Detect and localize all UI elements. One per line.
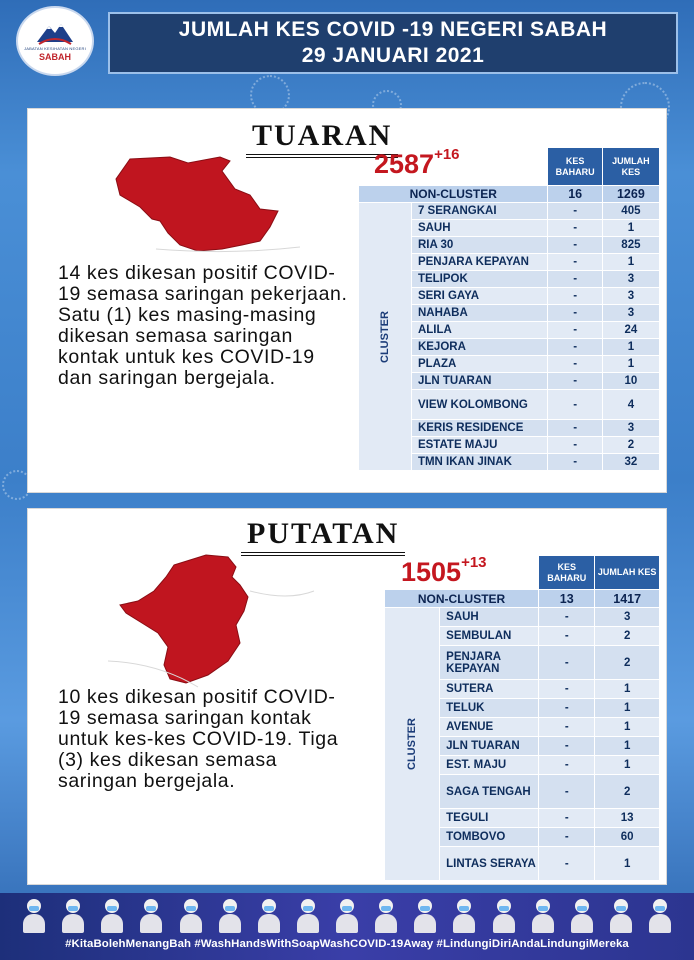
cluster-baharu: - [539,828,595,847]
district-title: PUTATAN [241,517,405,556]
cluster-name: ESTATE MAJU [411,437,548,454]
cluster-jumlah: 1 [602,254,659,271]
cluster-baharu: - [548,356,602,373]
person-icon [257,897,281,933]
cluster-baharu: - [539,699,595,718]
cluster-baharu: - [548,254,602,271]
cluster-name: TMN IKAN JINAK [411,454,548,471]
cluster-name: 7 SERANGKAI [411,203,548,220]
cluster-name: TELIPOK [411,271,548,288]
person-icon [179,897,203,933]
cluster-jumlah: 32 [602,454,659,471]
cluster-baharu: - [548,271,602,288]
cluster-jumlah: 4 [602,390,659,420]
cluster-jumlah: 1 [595,699,660,718]
cluster-label: CLUSTER [385,608,440,881]
cluster-baharu: - [548,203,602,220]
cluster-name: AVENUE [440,718,539,737]
table-row [359,203,660,220]
cluster-name: TOMBOVO [440,828,539,847]
cluster-jumlah: 3 [595,608,660,627]
cluster-table [358,147,660,471]
cluster-baharu: - [548,322,602,339]
cluster-name: TELUK [440,699,539,718]
cluster-baharu: - [548,390,602,420]
cluster-baharu: - [548,288,602,305]
cluster-name: SERI GAYA [411,288,548,305]
cluster-label: CLUSTER [359,203,412,471]
cluster-baharu: - [539,608,595,627]
tuaran-panel [27,108,667,493]
person-icon [61,897,85,933]
cluster-baharu: - [539,809,595,828]
cluster-baharu: - [548,373,602,390]
logo-name: SABAH [38,52,71,62]
cluster-name: SAUH [440,608,539,627]
person-icon [22,897,46,933]
cluster-name: EST. MAJU [440,756,539,775]
hashtags: #KitaBolehMenangBah #WashHandsWithSoapWashCOVID-19Away #LindungiDiriAndaLindungiMereka [65,938,629,950]
cluster-jumlah: 2 [595,627,660,646]
non-cluster-jumlah: 1417 [595,590,660,608]
cluster-jumlah: 825 [602,237,659,254]
person-icon [218,897,242,933]
cluster-jumlah: 13 [595,809,660,828]
cluster-name: SAGA TENGAH [440,775,539,809]
tuaran-map-icon [110,149,310,259]
cluster-name: PLAZA [411,356,548,373]
title-date: 29 JANUARI 2021 [301,44,485,67]
cluster-name: SAUH [411,220,548,237]
header-kes-baharu: KES BAHARU [539,556,595,590]
cluster-name: KERIS RESIDENCE [411,420,548,437]
cluster-jumlah: 24 [602,322,659,339]
cluster-jumlah: 1 [595,718,660,737]
cluster-baharu: - [539,680,595,699]
health-dept-logo [16,6,94,76]
person-icon [374,897,398,933]
cluster-baharu: - [548,220,602,237]
cluster-jumlah: 3 [602,288,659,305]
header-kes-baharu: KES BAHARU [548,148,602,186]
cluster-baharu: - [539,847,595,881]
non-cluster-jumlah: 1269 [602,186,659,203]
cluster-baharu: - [548,305,602,322]
person-icon [296,897,320,933]
cluster-baharu: - [548,420,602,437]
non-cluster-baharu: 13 [539,590,595,608]
case-description: 10 kes dikesan positif COVID-19 semasa saringan kontak untuk kes-kes COVID-19. Tiga (3) kes dikesan semasa saringan bergejala. [58,686,339,792]
total-cases-number: 2587 [374,149,435,179]
cluster-baharu: - [548,339,602,356]
cluster-jumlah: 60 [595,828,660,847]
person-icon [139,897,163,933]
header-jumlah-kes: JUMLAH KES [595,556,660,590]
person-icon [335,897,359,933]
person-icon [531,897,555,933]
district-title: TUARAN [246,119,398,158]
non-cluster-label: NON-CLUSTER [359,186,548,203]
logo-caption: JABATAN KESIHATAN NEGERI [24,46,86,51]
title-line1: JUMLAH KES COVID -19 NEGERI SABAH [178,18,608,41]
cluster-jumlah: 10 [602,373,659,390]
cluster-jumlah: 405 [602,203,659,220]
mountain-icon [35,20,75,46]
person-icon [100,897,124,933]
cluster-name: ALILA [411,322,548,339]
cluster-baharu: - [548,437,602,454]
cluster-jumlah: 3 [602,420,659,437]
person-icon [413,897,437,933]
cluster-name: NAHABA [411,305,548,322]
cluster-name: RIA 30 [411,237,548,254]
putatan-panel [27,508,667,885]
page-title [108,12,678,74]
frontliners-illustration [22,897,672,937]
putatan-map-icon [108,551,318,691]
cluster-jumlah: 1 [602,339,659,356]
new-cases-number: + 16 [434,146,459,163]
cluster-jumlah: 2 [595,775,660,809]
cluster-jumlah: 1 [595,680,660,699]
cluster-name: KEJORA [411,339,548,356]
cluster-name: PENJARA KEPAYAN [411,254,548,271]
non-cluster-label: NON-CLUSTER [385,590,539,608]
cluster-baharu: - [548,237,602,254]
case-description: 14 kes dikesan positif COVID-19 semasa saringan pekerjaan. Satu (1) kes masing-masing dikesan semasa saringan kontak untuk kes COVID-19 dan saringan bergejala. [58,262,348,389]
new-cases-number: + 13 [461,554,486,571]
cluster-jumlah: 1 [595,847,660,881]
cluster-jumlah: 1 [602,220,659,237]
person-icon [570,897,594,933]
cluster-name: SUTERA [440,680,539,699]
non-cluster-baharu: 16 [548,186,602,203]
header-jumlah-kes: JUMLAH KES [602,148,659,186]
person-icon [492,897,516,933]
person-icon [452,897,476,933]
cluster-baharu: - [539,756,595,775]
cluster-baharu: - [539,718,595,737]
cluster-jumlah: 3 [602,271,659,288]
cluster-baharu: - [539,646,595,680]
cluster-name: SEMBULAN [440,627,539,646]
person-icon [648,897,672,933]
cluster-baharu: - [539,775,595,809]
non-cluster-row [385,590,660,608]
cluster-jumlah: 2 [602,437,659,454]
cluster-name: JLN TUARAN [411,373,548,390]
cluster-jumlah: 1 [602,356,659,373]
table-row [385,608,660,627]
person-icon [609,897,633,933]
cluster-jumlah: 2 [595,646,660,680]
cluster-baharu: - [548,454,602,471]
cluster-name: VIEW KOLOMBONG [411,390,548,420]
cluster-baharu: - [539,627,595,646]
cluster-name: JLN TUARAN [440,737,539,756]
cluster-baharu: - [539,737,595,756]
total-cases-number: 1505 [401,557,462,587]
cluster-jumlah: 1 [595,737,660,756]
cluster-jumlah: 1 [595,756,660,775]
cluster-name: PENJARA KEPAYAN [440,646,539,680]
cluster-jumlah: 3 [602,305,659,322]
cluster-name: LINTAS SERAYA [440,847,539,881]
cluster-table [384,555,660,881]
footer-banner [0,893,694,960]
cluster-name: TEGULI [440,809,539,828]
non-cluster-row [359,186,660,203]
